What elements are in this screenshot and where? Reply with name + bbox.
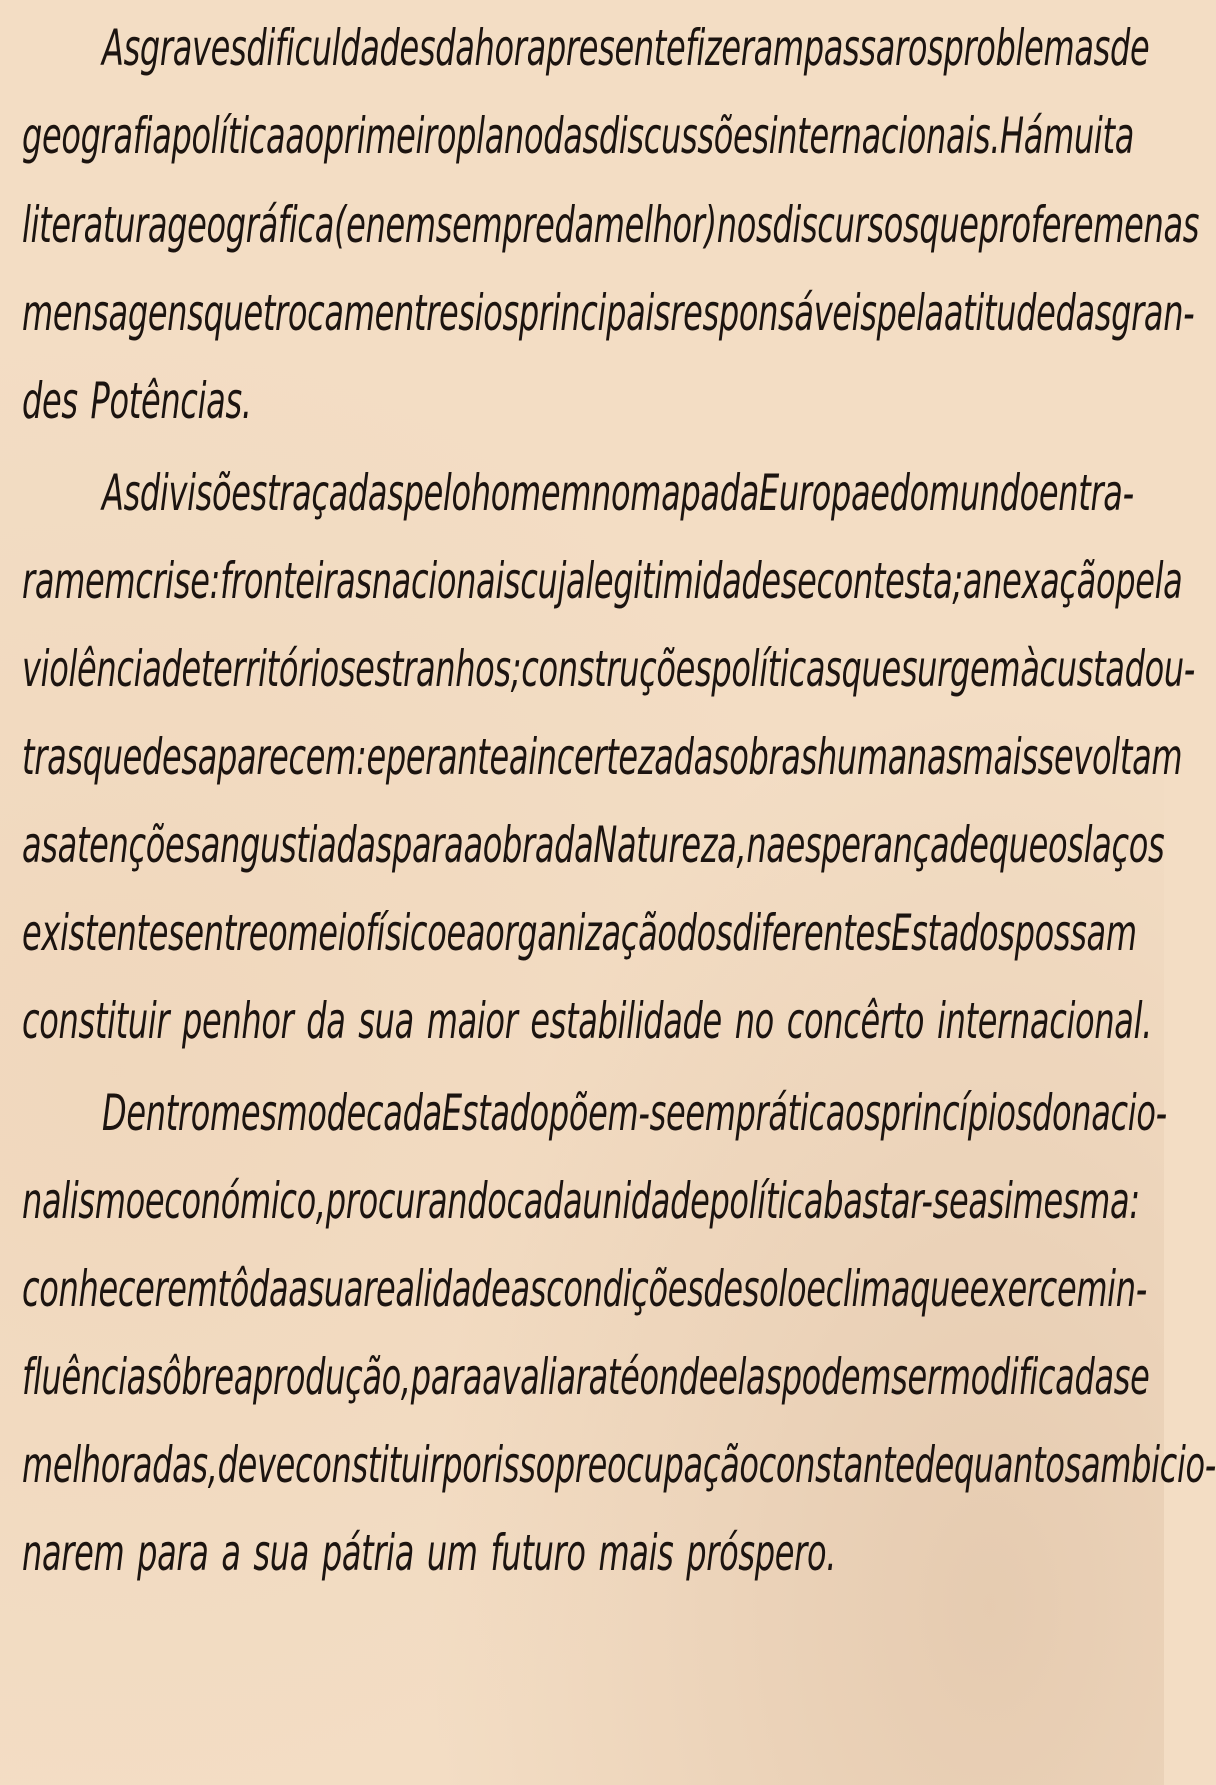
word: solo bbox=[742, 1260, 807, 1318]
word: esperança bbox=[785, 816, 950, 874]
word: da bbox=[306, 992, 346, 1050]
word: atenções bbox=[57, 816, 201, 874]
word: mensagens bbox=[22, 284, 204, 342]
word: entre bbox=[374, 284, 459, 342]
word: exercem bbox=[969, 1260, 1108, 1318]
word: das bbox=[1055, 284, 1112, 342]
word: principais bbox=[518, 284, 671, 342]
word: anexação bbox=[962, 552, 1116, 610]
text-line bbox=[102, 443, 1134, 543]
word: em bbox=[685, 1084, 736, 1142]
word: obras bbox=[729, 728, 817, 786]
word: ser bbox=[891, 1348, 940, 1406]
word: passar bbox=[803, 19, 908, 77]
word: que bbox=[910, 1260, 970, 1318]
word: in- bbox=[1107, 1260, 1147, 1318]
word: entra- bbox=[1038, 464, 1134, 522]
text-line bbox=[22, 971, 1152, 1071]
word: elas bbox=[718, 1348, 782, 1406]
word: modificadas bbox=[939, 1348, 1131, 1406]
word: territórios bbox=[200, 640, 356, 698]
word: de bbox=[949, 816, 989, 874]
text-line bbox=[22, 707, 1183, 807]
word: existentes bbox=[22, 904, 185, 962]
word: princípios bbox=[880, 1084, 1033, 1142]
word: prática bbox=[735, 1084, 846, 1142]
word: Natureza, bbox=[593, 816, 747, 874]
word: cada bbox=[366, 1084, 442, 1142]
word: a bbox=[463, 816, 483, 874]
word: ram bbox=[22, 552, 85, 610]
word: cuja bbox=[520, 552, 586, 610]
word: penhor bbox=[182, 992, 294, 1050]
word: que bbox=[203, 284, 263, 342]
word: trocam bbox=[262, 284, 375, 342]
word: atitude bbox=[943, 284, 1056, 342]
word: muita bbox=[1043, 107, 1134, 165]
word: Dentro bbox=[102, 1084, 210, 1142]
word: próspero. bbox=[686, 1524, 837, 1582]
word: mais bbox=[962, 728, 1038, 786]
word: geografia bbox=[22, 107, 172, 165]
word: fronteiras bbox=[220, 552, 372, 610]
word: angustiadas bbox=[200, 816, 393, 874]
word: As bbox=[102, 19, 140, 77]
word: maior bbox=[426, 992, 518, 1050]
word: no bbox=[734, 992, 774, 1050]
word: proferem bbox=[978, 196, 1125, 254]
word: dos bbox=[676, 904, 733, 962]
word: que bbox=[919, 196, 979, 254]
word: mundo bbox=[928, 464, 1039, 522]
word: As bbox=[102, 464, 140, 522]
word: nos bbox=[716, 196, 773, 254]
word: Europa bbox=[759, 464, 871, 522]
word: de bbox=[161, 640, 201, 698]
word: bastar-se bbox=[823, 1172, 969, 1230]
word: custa bbox=[1039, 640, 1125, 698]
word: constituir bbox=[22, 992, 170, 1050]
word: e bbox=[806, 1260, 826, 1318]
word: surgem bbox=[900, 640, 1021, 698]
word: das bbox=[543, 107, 599, 165]
word: a bbox=[221, 1524, 241, 1582]
word: de bbox=[703, 1260, 743, 1318]
word: estabilidade bbox=[530, 992, 722, 1050]
word: preocupação bbox=[554, 1436, 759, 1494]
word: nacionais bbox=[371, 552, 521, 610]
word: (e bbox=[334, 196, 366, 254]
word: clima bbox=[825, 1260, 911, 1318]
word: quantos bbox=[953, 1436, 1081, 1494]
word: fizeram bbox=[685, 19, 804, 77]
word: problemas bbox=[943, 19, 1110, 77]
word: literatura bbox=[22, 196, 168, 254]
word: nem bbox=[365, 196, 436, 254]
word: mesma: bbox=[1012, 1172, 1140, 1230]
word: constante bbox=[758, 1436, 915, 1494]
word: crise: bbox=[135, 552, 221, 610]
word: a bbox=[465, 904, 486, 962]
word: constituir bbox=[294, 1436, 443, 1494]
word: desaparecem: bbox=[142, 728, 367, 786]
word: e bbox=[1124, 196, 1144, 254]
word: mais bbox=[598, 1524, 674, 1582]
word: discursos bbox=[772, 196, 920, 254]
text-line bbox=[22, 263, 1195, 363]
word: um bbox=[426, 1524, 478, 1582]
word: nalismo bbox=[22, 1172, 145, 1230]
word: Estado bbox=[441, 1084, 549, 1142]
word: internacional. bbox=[937, 992, 1152, 1050]
word: para bbox=[392, 816, 464, 874]
word: nacio- bbox=[1071, 1084, 1167, 1142]
word: mesmo bbox=[209, 1084, 327, 1142]
word: entre bbox=[184, 904, 269, 962]
text-line bbox=[22, 175, 1200, 275]
word: do bbox=[889, 464, 929, 522]
word: conhecer bbox=[22, 1260, 168, 1318]
word: si bbox=[987, 1172, 1013, 1230]
word: concêrto bbox=[786, 992, 925, 1050]
word: as bbox=[22, 816, 58, 874]
word: futuro bbox=[490, 1524, 586, 1582]
word: físico bbox=[365, 904, 447, 962]
word: humanas bbox=[816, 728, 963, 786]
word: à bbox=[1020, 640, 1040, 698]
word: da bbox=[554, 816, 594, 874]
word: si bbox=[458, 284, 484, 342]
word: diferentes bbox=[732, 904, 892, 962]
word: hora bbox=[474, 19, 546, 77]
word: dou- bbox=[1124, 640, 1196, 698]
word: fluência bbox=[22, 1348, 146, 1406]
text-line bbox=[22, 351, 1134, 451]
word: dificuldades bbox=[246, 19, 436, 77]
word: obra bbox=[482, 816, 555, 874]
text-line bbox=[22, 619, 1196, 719]
word: e bbox=[870, 464, 890, 522]
word: pelo bbox=[403, 464, 471, 522]
word: das bbox=[673, 728, 730, 786]
word: os bbox=[845, 1084, 881, 1142]
word: meio bbox=[287, 904, 366, 962]
word: pela bbox=[1115, 552, 1183, 610]
text-line bbox=[22, 1151, 1140, 1251]
word: cada bbox=[506, 1172, 583, 1230]
word: divisões bbox=[139, 464, 268, 522]
word: políticas bbox=[711, 640, 842, 698]
word: as bbox=[510, 1260, 547, 1318]
word: melhor) bbox=[593, 196, 717, 254]
word: sua bbox=[358, 992, 414, 1050]
word: traçadas bbox=[267, 464, 404, 522]
word: que bbox=[988, 816, 1048, 874]
word: narem bbox=[22, 1524, 125, 1582]
word: produção, bbox=[253, 1348, 411, 1406]
text-line bbox=[22, 1415, 1216, 1515]
word: de bbox=[326, 1084, 367, 1142]
word: os bbox=[483, 284, 519, 342]
text-line bbox=[22, 1327, 1150, 1427]
word: responsáveis bbox=[670, 284, 877, 342]
word: a bbox=[508, 728, 529, 786]
word: avaliar bbox=[482, 1348, 589, 1406]
word: pela bbox=[876, 284, 944, 342]
word: sôbre bbox=[145, 1348, 234, 1406]
text-line bbox=[22, 883, 1137, 983]
word: e bbox=[446, 904, 466, 962]
word: em bbox=[84, 552, 136, 610]
word: política bbox=[709, 1172, 824, 1230]
word: o bbox=[268, 904, 288, 962]
word: perante bbox=[385, 728, 509, 786]
word: presente bbox=[545, 19, 686, 77]
word: sempre bbox=[435, 196, 555, 254]
word: ambicio- bbox=[1080, 1436, 1216, 1494]
word: Estados bbox=[891, 904, 1015, 962]
word: tras bbox=[22, 728, 83, 786]
word: económico, bbox=[144, 1172, 326, 1230]
word: que bbox=[841, 640, 901, 698]
word: procurando bbox=[325, 1172, 507, 1230]
word: podem bbox=[781, 1348, 892, 1406]
text-line bbox=[22, 531, 1183, 631]
word: mapa bbox=[630, 464, 720, 522]
word: des bbox=[22, 372, 78, 430]
word: primeiro bbox=[323, 107, 457, 165]
text-line bbox=[102, 1063, 1167, 1163]
word: voltam bbox=[1073, 728, 1183, 786]
word: e bbox=[366, 728, 386, 786]
word: que bbox=[82, 728, 143, 786]
word: gran- bbox=[1111, 284, 1195, 342]
word: organização bbox=[485, 904, 677, 962]
word: realidade bbox=[363, 1260, 511, 1318]
word: construções bbox=[521, 640, 712, 698]
word: Há bbox=[1000, 107, 1044, 165]
text-line bbox=[22, 1239, 1147, 1339]
word: pátria bbox=[321, 1524, 415, 1582]
word: legitimidade bbox=[585, 552, 781, 610]
word: na bbox=[746, 816, 786, 874]
word: Potências. bbox=[90, 372, 252, 430]
word: da bbox=[554, 196, 594, 254]
word: possam bbox=[1014, 904, 1137, 962]
word: da bbox=[719, 464, 759, 522]
word: contesta; bbox=[816, 552, 963, 610]
word: põem-se bbox=[548, 1084, 686, 1142]
word: nas bbox=[1143, 196, 1200, 254]
word: tôda bbox=[217, 1260, 289, 1318]
word: discussões bbox=[598, 107, 769, 165]
word: da bbox=[435, 19, 475, 77]
text-line bbox=[22, 86, 1134, 186]
word: homem bbox=[470, 464, 592, 522]
word: para bbox=[137, 1524, 209, 1582]
word: de bbox=[1109, 19, 1150, 77]
word: onde bbox=[639, 1348, 719, 1406]
word: violência bbox=[22, 640, 162, 698]
word: a bbox=[288, 1260, 308, 1318]
word: do bbox=[1032, 1084, 1072, 1142]
word: a bbox=[968, 1172, 988, 1230]
word: política bbox=[171, 107, 286, 165]
word: e bbox=[1130, 1348, 1150, 1406]
word: para bbox=[410, 1348, 483, 1406]
word: isso bbox=[494, 1436, 555, 1494]
word: se bbox=[780, 552, 817, 610]
word: até bbox=[588, 1348, 640, 1406]
word: geográfica bbox=[167, 196, 334, 254]
word: sua bbox=[307, 1260, 364, 1318]
text-line bbox=[102, 0, 1150, 98]
word: unidade bbox=[582, 1172, 710, 1230]
word: ao bbox=[285, 107, 324, 165]
word: plano bbox=[456, 107, 544, 165]
word: de bbox=[914, 1436, 954, 1494]
word: graves bbox=[139, 19, 247, 77]
word: melhoradas, bbox=[22, 1436, 218, 1494]
word: os bbox=[907, 19, 944, 77]
word: se bbox=[1037, 728, 1074, 786]
word: incerteza bbox=[528, 728, 674, 786]
word: os bbox=[1048, 816, 1084, 874]
word: por bbox=[442, 1436, 495, 1494]
text-line bbox=[22, 1503, 1134, 1603]
word: no bbox=[591, 464, 631, 522]
word: condições bbox=[546, 1260, 704, 1318]
word: laços bbox=[1083, 816, 1165, 874]
word: sua bbox=[253, 1524, 310, 1582]
word: em bbox=[167, 1260, 218, 1318]
word: a bbox=[233, 1348, 254, 1406]
word: internacionais. bbox=[768, 107, 1001, 165]
text-line bbox=[22, 795, 1165, 895]
word: deve bbox=[217, 1436, 295, 1494]
word: estranhos; bbox=[355, 640, 522, 698]
